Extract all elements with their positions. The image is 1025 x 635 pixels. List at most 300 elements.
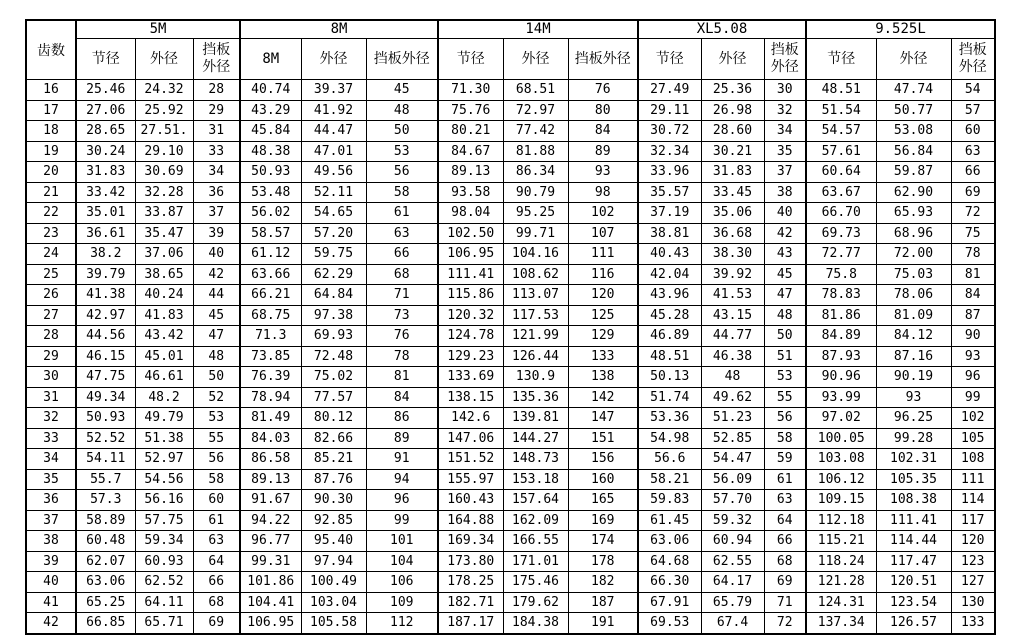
teeth-value: 24 [26, 244, 76, 265]
table-cell: 36.68 [701, 223, 764, 244]
teeth-value: 39 [26, 551, 76, 572]
table-cell: 75.03 [876, 264, 951, 285]
table-cell: 111 [951, 469, 995, 490]
table-cell: 58.21 [638, 469, 701, 490]
column-header [764, 39, 806, 80]
table-cell: 63.06 [76, 572, 135, 593]
table-cell: 68.51 [503, 80, 568, 101]
table-cell: 126.44 [503, 346, 568, 367]
table-cell: 151.52 [438, 449, 503, 470]
table-cell: 54.98 [638, 428, 701, 449]
group-header-xl5-08: XL5.08 [638, 20, 806, 39]
table-cell: 36.61 [76, 223, 135, 244]
table-cell: 37 [193, 203, 240, 224]
table-row [26, 613, 995, 634]
table-cell: 78 [366, 346, 438, 367]
table-cell: 123.54 [876, 592, 951, 613]
table-cell: 66.21 [240, 285, 301, 306]
table-cell: 45.28 [638, 305, 701, 326]
table-cell: 81.88 [503, 141, 568, 162]
column-header-line: 8M [262, 50, 280, 67]
table-cell: 63 [764, 490, 806, 511]
table-cell: 165 [568, 490, 638, 511]
table-cell: 49.79 [135, 408, 193, 429]
table-cell: 29.10 [135, 141, 193, 162]
teeth-value: 30 [26, 367, 76, 388]
table-cell: 30.24 [76, 141, 135, 162]
column-header [951, 39, 995, 80]
table-cell: 178 [568, 551, 638, 572]
table-cell: 99 [366, 510, 438, 531]
table-cell: 49.34 [76, 387, 135, 408]
table-cell: 28.65 [76, 121, 135, 142]
table-cell: 57.61 [806, 141, 876, 162]
column-header-line: 外径 [899, 50, 928, 67]
table-cell: 135.36 [503, 387, 568, 408]
table-cell: 125 [568, 305, 638, 326]
table-cell: 27.49 [638, 80, 701, 101]
teeth-value: 35 [26, 469, 76, 490]
table-cell: 35.57 [638, 182, 701, 203]
column-header [701, 39, 764, 80]
table-cell: 117.53 [503, 305, 568, 326]
table-cell: 121.28 [806, 572, 876, 593]
teeth-value: 38 [26, 531, 76, 552]
table-cell: 69.73 [806, 223, 876, 244]
column-header [568, 39, 638, 80]
table-cell: 56.02 [240, 203, 301, 224]
table-cell: 64.11 [135, 592, 193, 613]
table-cell: 147 [568, 408, 638, 429]
teeth-column-header: 齿数 [26, 20, 76, 80]
table-cell: 40.74 [240, 80, 301, 101]
teeth-value: 37 [26, 510, 76, 531]
table-row [26, 531, 995, 552]
table-cell: 35 [764, 141, 806, 162]
table-cell: 75.8 [806, 264, 876, 285]
column-header [638, 39, 701, 80]
table-body [26, 80, 995, 634]
table-cell: 48.51 [806, 80, 876, 101]
table-cell: 64.84 [301, 285, 366, 306]
table-cell: 67.91 [638, 592, 701, 613]
table-cell: 25.92 [135, 100, 193, 121]
table-cell: 102 [951, 408, 995, 429]
table-cell: 117 [951, 510, 995, 531]
table-cell: 72.48 [301, 346, 366, 367]
table-cell: 138.15 [438, 387, 503, 408]
table-cell: 67.4 [701, 613, 764, 634]
table-cell: 63 [951, 141, 995, 162]
table-cell: 40 [764, 203, 806, 224]
teeth-value: 28 [26, 326, 76, 347]
table-cell: 56 [764, 408, 806, 429]
table-cell: 33.87 [135, 203, 193, 224]
table-cell: 106.95 [438, 244, 503, 265]
table-cell: 69 [951, 182, 995, 203]
teeth-value: 19 [26, 141, 76, 162]
table-cell: 50 [366, 121, 438, 142]
table-cell: 37.19 [638, 203, 701, 224]
table-cell: 100.05 [806, 428, 876, 449]
column-header-line: 外径 [319, 50, 348, 67]
column-header [193, 39, 240, 80]
table-cell: 75.02 [301, 367, 366, 388]
table-cell: 38.65 [135, 264, 193, 285]
table-cell: 42.97 [76, 305, 135, 326]
table-cell: 45 [764, 264, 806, 285]
table-cell: 153.18 [503, 469, 568, 490]
table-cell: 33.42 [76, 182, 135, 203]
table-cell: 93.99 [806, 387, 876, 408]
table-cell: 28 [193, 80, 240, 101]
table-cell: 53.36 [638, 408, 701, 429]
teeth-value: 18 [26, 121, 76, 142]
table-cell: 39.37 [301, 80, 366, 101]
table-cell: 56.16 [135, 490, 193, 511]
table-cell: 108 [951, 449, 995, 470]
table-cell: 31.83 [76, 162, 135, 183]
table-cell: 62.90 [876, 182, 951, 203]
table-cell: 105.35 [876, 469, 951, 490]
table-cell: 40.24 [135, 285, 193, 306]
group-header-8m: 8M [240, 20, 438, 39]
table-cell: 63.06 [638, 531, 701, 552]
table-cell: 91.67 [240, 490, 301, 511]
column-header-line: 挡板 [958, 42, 987, 59]
table-cell: 90 [951, 326, 995, 347]
table-cell: 160.43 [438, 490, 503, 511]
group-header-row [26, 20, 995, 39]
table-row [26, 490, 995, 511]
table-row [26, 551, 995, 572]
table-cell: 81 [366, 367, 438, 388]
table-cell: 92.85 [301, 510, 366, 531]
table-cell: 46.15 [76, 346, 135, 367]
table-cell: 48 [366, 100, 438, 121]
table-cell: 90.19 [876, 367, 951, 388]
table-cell: 46.89 [638, 326, 701, 347]
table-cell: 106 [366, 572, 438, 593]
table-cell: 174 [568, 531, 638, 552]
table-cell: 57.20 [301, 223, 366, 244]
table-cell: 30.69 [135, 162, 193, 183]
table-cell: 30.72 [638, 121, 701, 142]
table-cell: 89.13 [438, 162, 503, 183]
table-cell: 57.75 [135, 510, 193, 531]
table-cell: 56.6 [638, 449, 701, 470]
table-cell: 39.92 [701, 264, 764, 285]
table-cell: 77.57 [301, 387, 366, 408]
table-cell: 111.41 [438, 264, 503, 285]
table-cell: 50 [764, 326, 806, 347]
table-cell: 90.79 [503, 182, 568, 203]
table-cell: 31 [193, 121, 240, 142]
table-cell: 38.30 [701, 244, 764, 265]
table-cell: 111 [568, 244, 638, 265]
table-row [26, 305, 995, 326]
table-cell: 164.88 [438, 510, 503, 531]
table-cell: 42.04 [638, 264, 701, 285]
table-cell: 86.58 [240, 449, 301, 470]
table-cell: 94.22 [240, 510, 301, 531]
column-header [806, 39, 876, 80]
table-row [26, 100, 995, 121]
table-cell: 87.16 [876, 346, 951, 367]
table-cell: 97.94 [301, 551, 366, 572]
table-cell: 27.06 [76, 100, 135, 121]
table-cell: 33.45 [701, 182, 764, 203]
table-cell: 81 [951, 264, 995, 285]
table-cell: 104.41 [240, 592, 301, 613]
table-cell: 87 [951, 305, 995, 326]
table-cell: 102 [568, 203, 638, 224]
column-header-line: 挡板外径 [574, 50, 631, 67]
table-cell: 114.44 [876, 531, 951, 552]
table-cell: 95.40 [301, 531, 366, 552]
table-cell: 87.93 [806, 346, 876, 367]
table-cell: 97.02 [806, 408, 876, 429]
table-cell: 44.47 [301, 121, 366, 142]
table-cell: 62.07 [76, 551, 135, 572]
table-cell: 66 [764, 531, 806, 552]
column-header-line: 外径 [958, 59, 987, 75]
table-cell: 61 [764, 469, 806, 490]
table-cell: 76 [366, 326, 438, 347]
table-row [26, 182, 995, 203]
table-cell: 45 [366, 80, 438, 101]
table-row [26, 121, 995, 142]
table-cell: 90.30 [301, 490, 366, 511]
table-cell: 63.66 [240, 264, 301, 285]
table-cell: 120.51 [876, 572, 951, 593]
table-cell: 44.77 [701, 326, 764, 347]
table-cell: 72.00 [876, 244, 951, 265]
table-cell: 112.18 [806, 510, 876, 531]
table-cell: 71 [764, 592, 806, 613]
table-cell: 52.85 [701, 428, 764, 449]
table-cell: 54.47 [701, 449, 764, 470]
table-cell: 53 [764, 367, 806, 388]
table-cell: 144.27 [503, 428, 568, 449]
table-cell: 47.75 [76, 367, 135, 388]
table-cell: 71.3 [240, 326, 301, 347]
table-cell: 155.97 [438, 469, 503, 490]
table-cell: 45 [193, 305, 240, 326]
table-cell: 63 [193, 531, 240, 552]
group-header-9-525l: 9.525L [806, 20, 995, 39]
table-row [26, 141, 995, 162]
table-cell: 59.87 [876, 162, 951, 183]
table-cell: 80 [568, 100, 638, 121]
table-cell: 133 [568, 346, 638, 367]
table-cell: 118.24 [806, 551, 876, 572]
table-cell: 87.76 [301, 469, 366, 490]
table-cell: 66 [366, 244, 438, 265]
table-cell: 86.34 [503, 162, 568, 183]
table-cell: 47.74 [876, 80, 951, 101]
table-cell: 84 [568, 121, 638, 142]
table-row [26, 367, 995, 388]
table-cell: 78.83 [806, 285, 876, 306]
table-cell: 101.86 [240, 572, 301, 593]
table-cell: 34 [193, 162, 240, 183]
table-cell: 96.25 [876, 408, 951, 429]
table-cell: 35.01 [76, 203, 135, 224]
table-cell: 48 [764, 305, 806, 326]
table-cell: 107 [568, 223, 638, 244]
table-cell: 60.64 [806, 162, 876, 183]
table-cell: 173.80 [438, 551, 503, 572]
table-cell: 46.61 [135, 367, 193, 388]
column-header-line: 外径 [150, 50, 178, 67]
table-cell: 64 [764, 510, 806, 531]
table-cell: 166.55 [503, 531, 568, 552]
table-cell: 52.97 [135, 449, 193, 470]
table-row [26, 264, 995, 285]
group-header-14m: 14M [438, 20, 638, 39]
table-cell: 80.21 [438, 121, 503, 142]
table-cell: 175.46 [503, 572, 568, 593]
table-cell: 142 [568, 387, 638, 408]
table-cell: 61 [193, 510, 240, 531]
table-cell: 111.41 [876, 510, 951, 531]
table-cell: 72 [764, 613, 806, 634]
table-cell: 81.09 [876, 305, 951, 326]
column-header-line: 节径 [456, 50, 485, 67]
table-cell: 62.55 [701, 551, 764, 572]
table-cell: 64 [193, 551, 240, 572]
table-cell: 59 [764, 449, 806, 470]
table-cell: 54.56 [135, 469, 193, 490]
table-cell: 138 [568, 367, 638, 388]
table-cell: 142.6 [438, 408, 503, 429]
column-header [301, 39, 366, 80]
column-header-line: 外径 [770, 59, 799, 75]
table-cell: 43.96 [638, 285, 701, 306]
table-cell: 93 [951, 346, 995, 367]
table-cell: 49.56 [301, 162, 366, 183]
table-cell: 55.7 [76, 469, 135, 490]
table-cell: 109 [366, 592, 438, 613]
teeth-value: 16 [26, 80, 76, 101]
column-header [135, 39, 193, 80]
table-cell: 99.71 [503, 223, 568, 244]
table-cell: 38 [764, 182, 806, 203]
table-cell: 65.25 [76, 592, 135, 613]
table-cell: 95.25 [503, 203, 568, 224]
table-cell: 43 [764, 244, 806, 265]
table-cell: 42 [764, 223, 806, 244]
table-cell: 55 [193, 428, 240, 449]
table-cell: 26.98 [701, 100, 764, 121]
table-cell: 68.96 [876, 223, 951, 244]
table-cell: 182 [568, 572, 638, 593]
table-cell: 40 [193, 244, 240, 265]
table-cell: 50.93 [76, 408, 135, 429]
table-cell: 65.93 [876, 203, 951, 224]
table-cell: 169.34 [438, 531, 503, 552]
table-cell: 68.75 [240, 305, 301, 326]
table-cell: 62.29 [301, 264, 366, 285]
table-cell: 59.32 [701, 510, 764, 531]
table-cell: 102.31 [876, 449, 951, 470]
table-cell: 76 [568, 80, 638, 101]
table-cell: 96 [951, 367, 995, 388]
teeth-value: 42 [26, 613, 76, 634]
table-cell: 91 [366, 449, 438, 470]
table-cell: 84.03 [240, 428, 301, 449]
teeth-value: 41 [26, 592, 76, 613]
table-cell: 123 [951, 551, 995, 572]
table-cell: 120.32 [438, 305, 503, 326]
column-header [876, 39, 951, 80]
table-cell: 51.54 [806, 100, 876, 121]
table-cell: 61 [366, 203, 438, 224]
table-cell: 124.78 [438, 326, 503, 347]
table-cell: 29 [193, 100, 240, 121]
table-cell: 52 [193, 387, 240, 408]
column-header [503, 39, 568, 80]
table-cell: 60.94 [701, 531, 764, 552]
table-cell: 60 [193, 490, 240, 511]
table-cell: 129.23 [438, 346, 503, 367]
table-cell: 45.01 [135, 346, 193, 367]
column-header-line: 挡板 [770, 42, 799, 59]
table-cell: 89 [366, 428, 438, 449]
table-row [26, 387, 995, 408]
table-cell: 69.93 [301, 326, 366, 347]
table-cell: 66.70 [806, 203, 876, 224]
table-row [26, 510, 995, 531]
table-cell: 62.52 [135, 572, 193, 593]
table-cell: 151 [568, 428, 638, 449]
table-cell: 34 [764, 121, 806, 142]
table-cell: 127 [951, 572, 995, 593]
teeth-value: 20 [26, 162, 76, 183]
table-cell: 64.17 [701, 572, 764, 593]
teeth-value: 21 [26, 182, 76, 203]
teeth-value: 32 [26, 408, 76, 429]
table-row [26, 449, 995, 470]
group-header-5m: 5M [76, 20, 240, 39]
column-header-line: 挡板外径 [373, 50, 430, 67]
sub-header-row [26, 39, 995, 80]
gear-spec-table [25, 19, 996, 635]
table-cell: 51.23 [701, 408, 764, 429]
table-cell: 68 [193, 592, 240, 613]
table-cell: 102.50 [438, 223, 503, 244]
table-cell: 105 [951, 428, 995, 449]
table-cell: 30.21 [701, 141, 764, 162]
table-cell: 72.97 [503, 100, 568, 121]
table-cell: 32.28 [135, 182, 193, 203]
teeth-value: 33 [26, 428, 76, 449]
table-cell: 65.71 [135, 613, 193, 634]
teeth-value: 22 [26, 203, 76, 224]
table-cell: 72 [951, 203, 995, 224]
table-cell: 147.06 [438, 428, 503, 449]
table-cell: 85.21 [301, 449, 366, 470]
table-cell: 58 [764, 428, 806, 449]
table-cell: 59.83 [638, 490, 701, 511]
table-cell: 38.2 [76, 244, 135, 265]
table-cell: 24.32 [135, 80, 193, 101]
table-cell: 57 [951, 100, 995, 121]
table-cell: 93.58 [438, 182, 503, 203]
table-row [26, 223, 995, 244]
column-header [240, 39, 301, 80]
